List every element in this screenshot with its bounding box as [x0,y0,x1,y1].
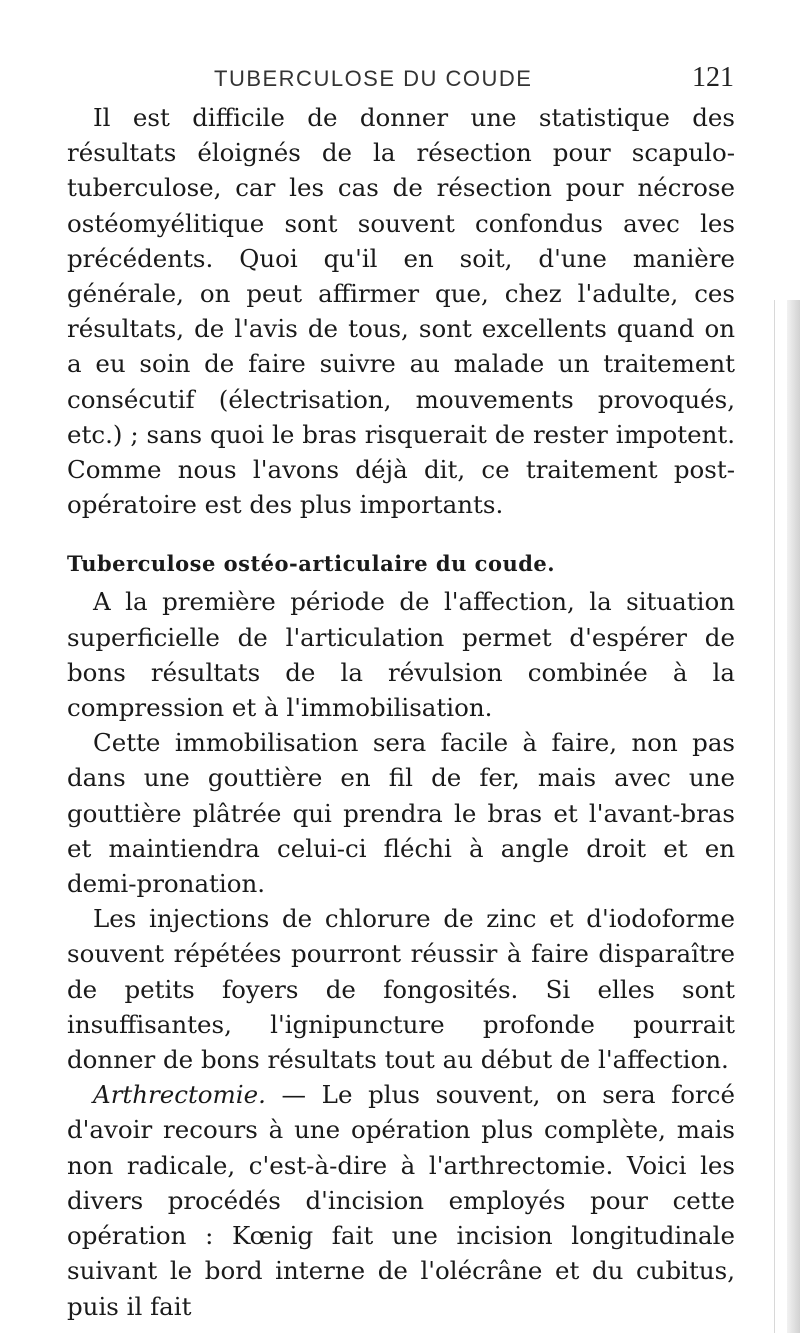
paragraph-arthrectomie [67,1077,735,1323]
arthrectomie-text: — Le plus souvent, on sera forcé d'avoir recours à une opération plus complète, mais non radicale, c'est-à-dire à l'arthrectomie. Voici les divers procédés d'incision employés pour cette opération : Kœnig fait une incision longitudinale suivant le bord interne de l'olécrâne et du cubitus, puis il fait [67,1080,735,1321]
paragraph-injections: Les injections de chlorure de zinc et d'iodoforme souvent répétées pourront réussir à faire disparaître de petits foyers de fongosités. Si elles sont insuffisantes, l'ignipuncture profonde pourrait donner de bons résultats tout au début de l'affection. [67,904,735,1075]
paragraph-immobilisation: Cette immobilisation sera facile à faire, non pas dans une gouttière en fil de fer, mais avec une gouttière plâtrée qui prendra le bras et l'avant-bras et maintiendra celui-ci fléchi à angle droit et en demi-pronation. [67,728,735,899]
section-heading: Tuberculose ostéo-articulaire du coude. [67,551,556,577]
paragraph-results: Il est difficile de donner une statistique des résultats éloignés de la résection pour scapulo-tuberculose, car les cas de résection pour nécrose ostéomyélitique sont souvent confondus avec les précédents. Quoi qu'il en soit, d'une manière générale, on peut affirmer que, chez l'adulte, ces résultats, de l'avis de tous, sont excellents quand on a eu soin de faire suivre au malade un traitement consécutif (électrisation, mouvements provoqués, etc.) ; sans quoi le bras risquerait de rester impotent. Comme nous l'avons déjà dit, ce traitement post-opératoire est des plus importants. [67,103,735,520]
page-edge-shadow [774,300,800,1333]
running-head: TUBERCULOSE DU COUDE [214,66,533,91]
page-number: 121 [692,62,734,93]
page-header [64,62,734,98]
page-edge-inner [787,300,800,1333]
paragraph-first-period: A la première période de l'affection, la situation superficielle de l'articulation permet d'espérer de bons résultats de la révulsion combinée à la compression et à l'immobilisation. [67,587,735,723]
arthrectomie-lead: Arthrectomie. [93,1080,266,1110]
body-text [67,100,735,1324]
